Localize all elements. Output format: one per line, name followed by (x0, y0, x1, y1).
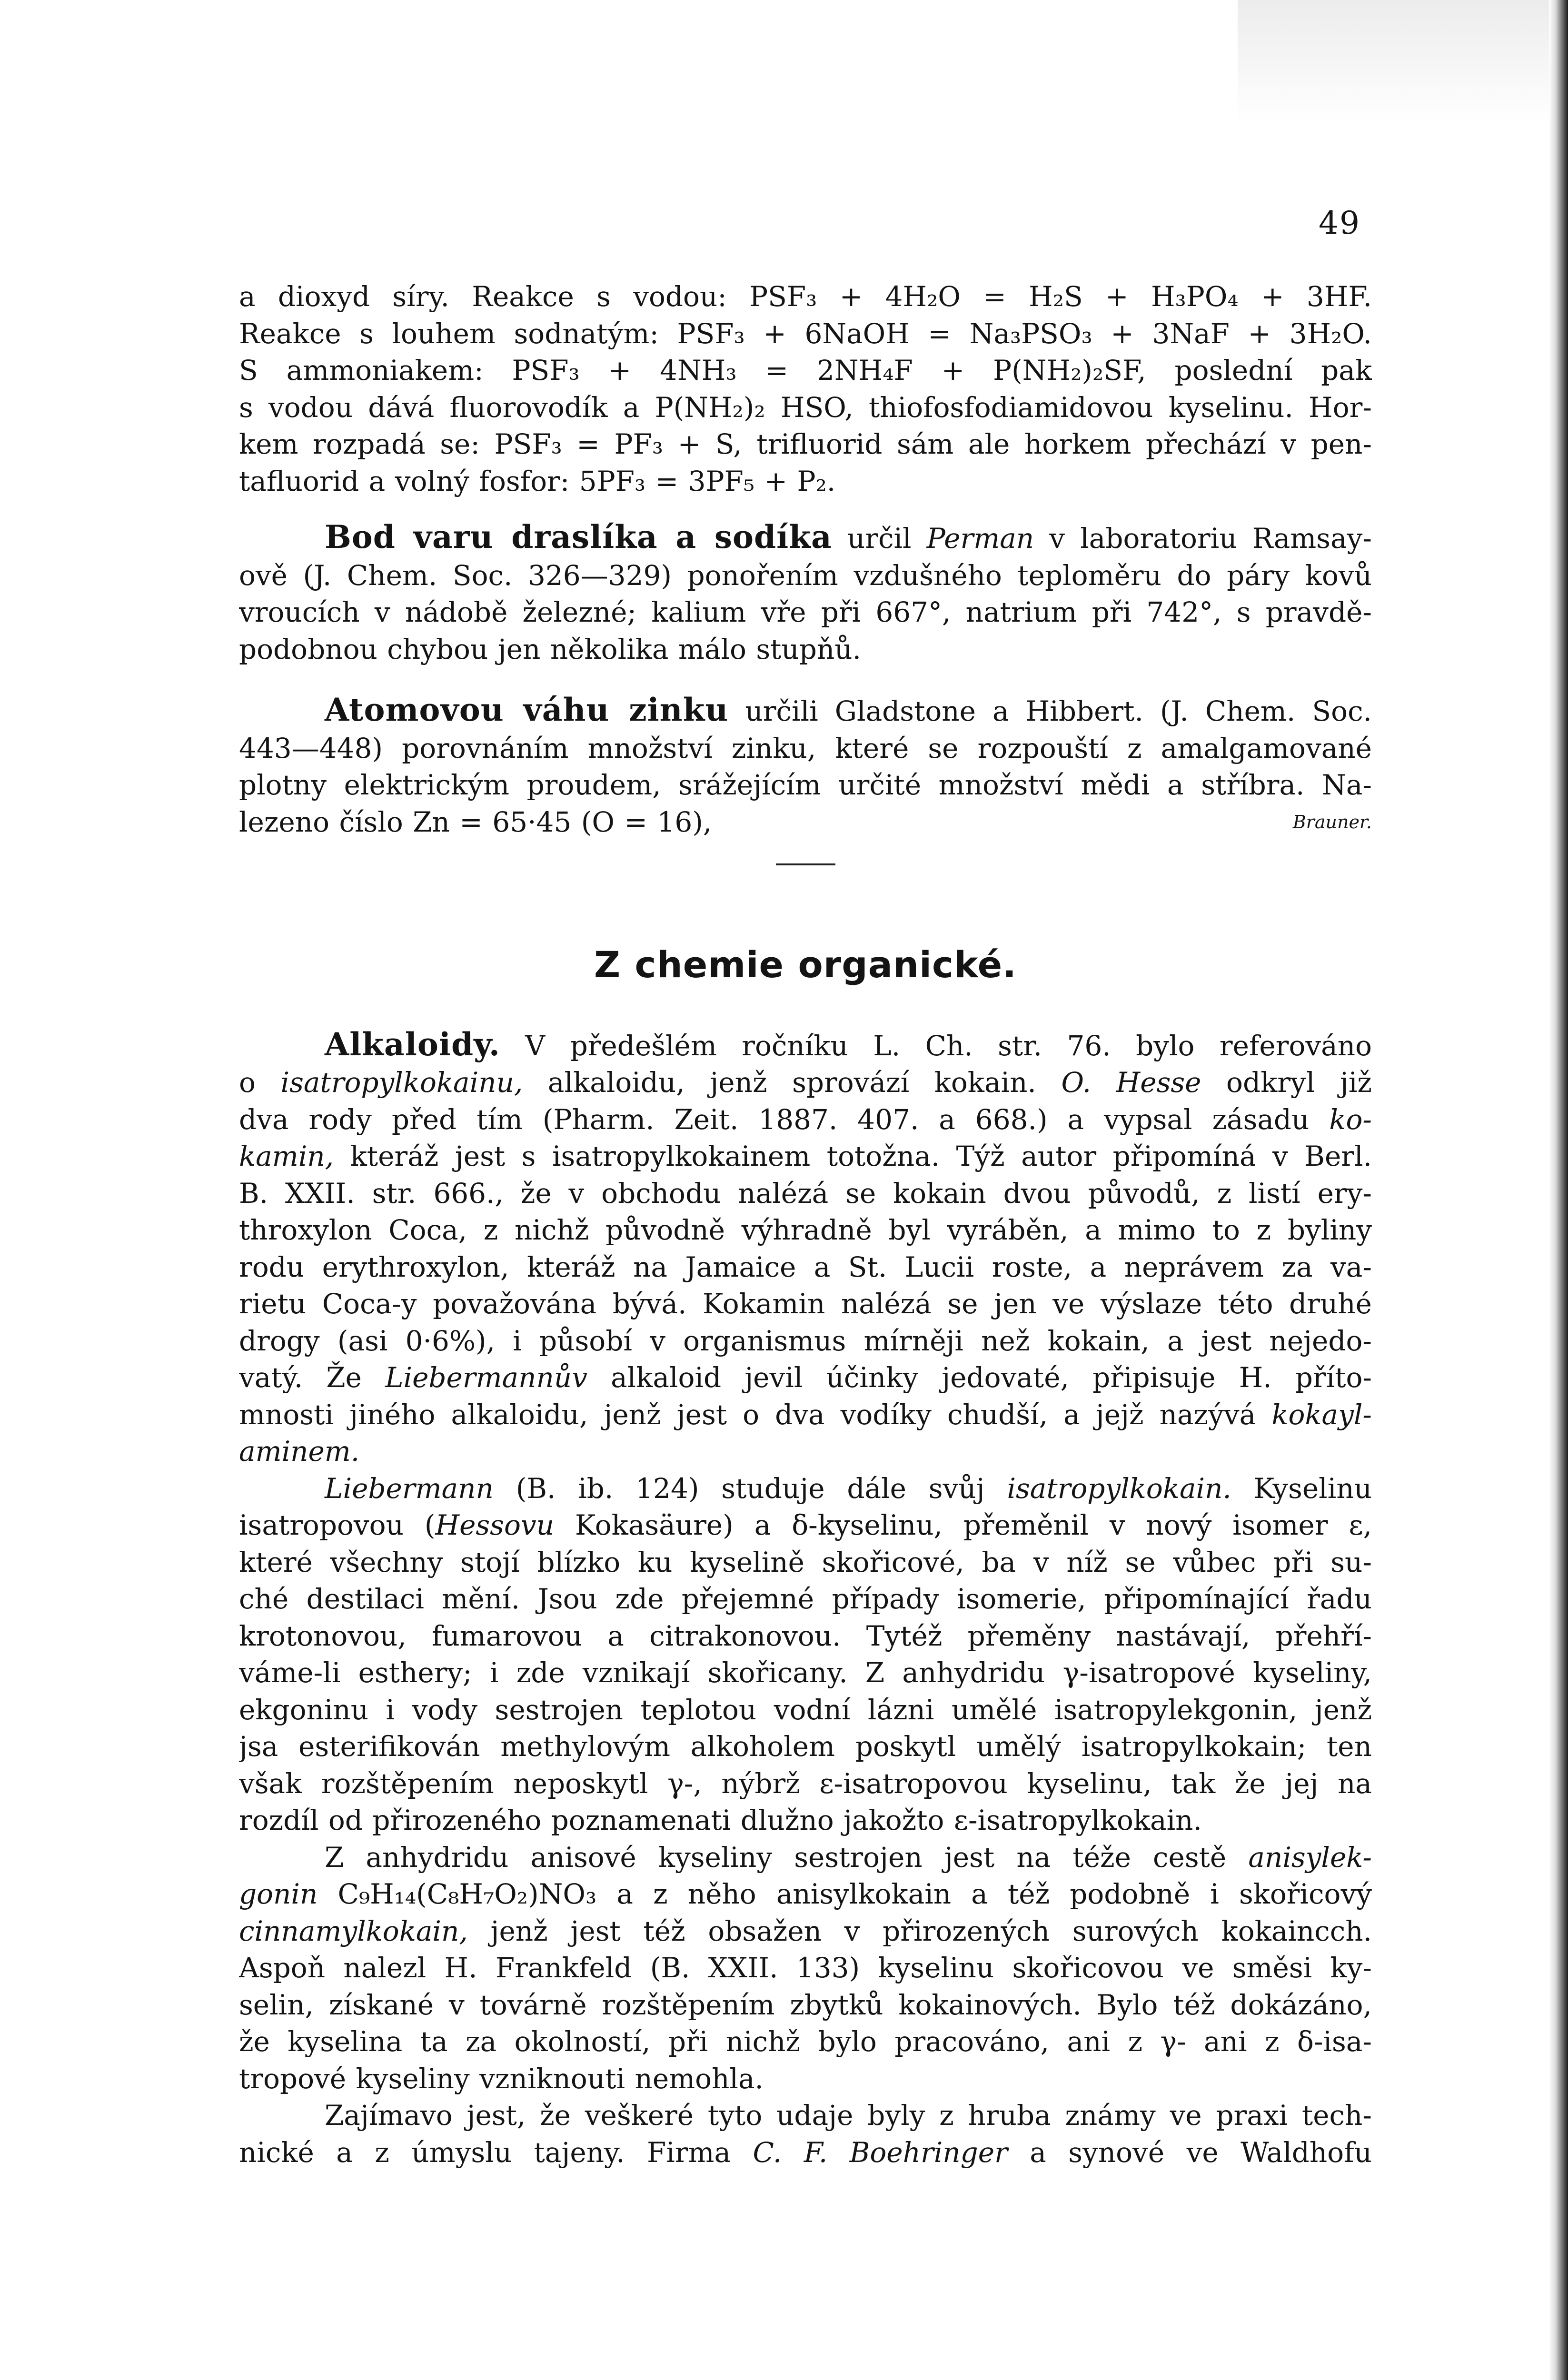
text-line: nické a z úmyslu tajeny. Firma C. F. Boehringer a synové ve Waldhofu (239, 2136, 1372, 2169)
text-line: jsa esterifikován methylovým alkoholem poskytl umělý isatropylkokain; ten (239, 1730, 1372, 1763)
text-line: drogy (asi 0·6%), i působí v organismus mírněji než kokain, a jest nejedo- (239, 1324, 1372, 1357)
author-name: Perman (926, 522, 1034, 555)
text-line: Alkaloidy. V předešlém ročníku L. Ch. str. 76. bylo referováno (325, 1026, 1372, 1063)
text-line: vroucích v nádobě železné; kalium vře při 667°, natrium při 742°, s pravdě- (239, 596, 1372, 628)
author-signature: Brauner. (1292, 811, 1372, 833)
text-line: Reakce s louhem sodnatým: PSF₃ + 6NaOH = Na₃PSO₃ + 3NaF + 3H₂O. (239, 317, 1372, 350)
section-divider (776, 863, 835, 865)
text-line: podobnou chybou jen několika málo stupňů. (239, 633, 862, 665)
paragraph-lead-heading: Atomovou váhu zinku (325, 692, 729, 728)
text-line: ově (J. Chem. Soc. 326—329) ponořením vzdušného teploměru do páry kovů (239, 559, 1372, 592)
paragraph-psf3-reactions (239, 278, 1372, 500)
text-line: vatý. Že Liebermannův alkaloid jevil účinky jedovaté, připisuje H. přítо- (239, 1361, 1372, 1394)
page-number: 49 (1319, 205, 1360, 241)
text-line: cinnamylkokain, jenž jest též obsažen v přirozených surových kokaincch. (239, 1914, 1372, 1947)
text-line: však rozštěpením neposkytl γ-, nýbrž ε-isatropovou kyselinu, tak že jej na (239, 1767, 1372, 1800)
text-column (239, 278, 1372, 2171)
text-line: isatropovou (Hessovu Kokasäure) a δ-kyselinu, přeměnil v nový isomer ε, (239, 1509, 1372, 1541)
text-line: Zajímavo jest, že veškeré tyto udaje byly z hruba známy ve praxi tech- (325, 2099, 1372, 2132)
text-line: o isatropylkokainu, alkaloidu, jenž sprovází kokain. O. Hesse odkryl již (239, 1066, 1372, 1099)
text-line: rietu Coca-y považována bývá. Kokamin nalézá se jen ve výslaze této druhé (239, 1288, 1372, 1320)
section-heading: Z chemie organické. (594, 943, 1017, 986)
text-line: Liebermann (B. ib. 124) studuje dále svůj isatropylkokain. Kyselinu (325, 1472, 1372, 1505)
text-line: gonin C₉H₁₄(C₈H₇O₂)NO₃ a z něho anisylkokain a též podobně i skořicový (239, 1878, 1372, 1910)
paragraph-boiling-point (239, 519, 1372, 668)
paragraph-lead-heading: Bod varu draslíka a sodíka (325, 519, 832, 555)
text-line: 443—448) porovnáním množství zinku, které se rozpouští z amalgamované (239, 732, 1372, 764)
text-line: ché destilaci mění. Jsou zde přejemné případy isomerie, připomínající řadu (239, 1583, 1372, 1615)
text-line: váme-li esthery; i zde vznikají skořicany. Z anhydridu γ-isatropové kyseliny, (239, 1656, 1372, 1689)
text-line: plotny elektrickým proudem, srážejícím určité množství mědi a stříbra. Na- (239, 769, 1372, 801)
text-line: lezeno číslo Zn = 65·45 (O = 16), Brauner. (239, 804, 1372, 841)
text-line: které všechny stojí blízko ku kyselině skořicové, ba v níž se vůbec při su- (239, 1546, 1372, 1578)
text-line: B. XXII. str. 666., že v obchodu nalézá se kokain dvou původů, z listí ery- (239, 1177, 1372, 1210)
scan-edge-right (1549, 0, 1568, 2380)
text-line: tropové kyseliny vzniknouti nemohla. (239, 2062, 764, 2095)
text-line: a dioxyd síry. Reakce s vodou: PSF₃ + 4H₂O = H₂S + H₃PO₄ + 3HF. (239, 280, 1372, 313)
text-line: rozdíl od přirozeného poznamenati dlužno jakožto ε-isatropylkokain. (239, 1804, 1202, 1836)
text-line: že kyselina ta za okolností, při nichž bylo pracováno, ani z γ- ani z δ-isa- (239, 2025, 1372, 2058)
text-line: ekgoninu i vody sestrojen teplotou vodní lázni umělé isatropylekgonin, jenž (239, 1693, 1372, 1726)
paragraph-zinc-atomic-weight (239, 692, 1372, 841)
text-line: Z anhydridu anisové kyseliny sestrojen jest na téže cestě anisylek- (325, 1841, 1372, 1874)
text-line: Atomovou váhu zinku určili Gladstone a Hibbert. (J. Chem. Soc. (325, 692, 1372, 728)
paragraph-boehringer (239, 2097, 1372, 2171)
text-line: Bod varu draslíka a sodíka určil Perman v laboratoriu Ramsay- (325, 519, 1372, 555)
text-line: aminem. (239, 1435, 360, 1468)
text-line: mnosti jiného alkaloidu, jenž jest o dva vodíky chudší, a jejž nazývá kokayl- (239, 1398, 1372, 1431)
scan-shadow-top (1238, 0, 1568, 124)
text-line: krotonovou, fumarovou a citrakonovou. Tytéž přeměny nastávají, přehří- (239, 1619, 1372, 1652)
paragraph-anisyl (239, 1839, 1372, 2098)
text-line: rodu erythroxylon, kteráž na Jamaice a St. Lucii roste, a neprávem za va- (239, 1250, 1372, 1283)
paragraph-liebermann (239, 1470, 1372, 1839)
text-line: s vodou dává fluorovodík a P(NH₂)₂ HSO, thiofosfodiamidovou kyselinu. Hor- (239, 391, 1372, 424)
text-line: selin, získané v továrně rozštěpením zbytků kokainových. Bylo též dokázáno, (239, 1988, 1372, 2021)
text-line: dva rody před tím (Pharm. Zeit. 1887. 407. a 668.) a vypsal zásadu ko- (239, 1103, 1372, 1136)
paragraph-alkaloids (239, 1026, 1372, 1470)
text-line: throxylon Coca, z nichž původně výhradně byl vyráběn, a mimo to z byliny (239, 1214, 1372, 1246)
text-line: kem rozpadá se: PSF₃ = PF₃ + S, trifluorid sám ale horkem přechází v pen- (239, 428, 1372, 460)
text-line: tafluorid a volný fosfor: 5PF₃ = 3PF₅ + P₂. (239, 465, 836, 497)
text-line: S ammoniakem: PSF₃ + 4NH₃ = 2NH₄F + P(NH₂)₂SF, poslední pak (239, 354, 1372, 387)
text-line: Aspoň nalezl H. Frankfeld (B. XXII. 133) kyselinu skořicovou ve směsi ky- (239, 1952, 1372, 1984)
text-line: kamin, kteráž jest s isatropylkokainem totožna. Týž autor připomíná v Berl. (239, 1140, 1372, 1172)
paragraph-lead-heading: Alkaloidy. (325, 1026, 500, 1063)
